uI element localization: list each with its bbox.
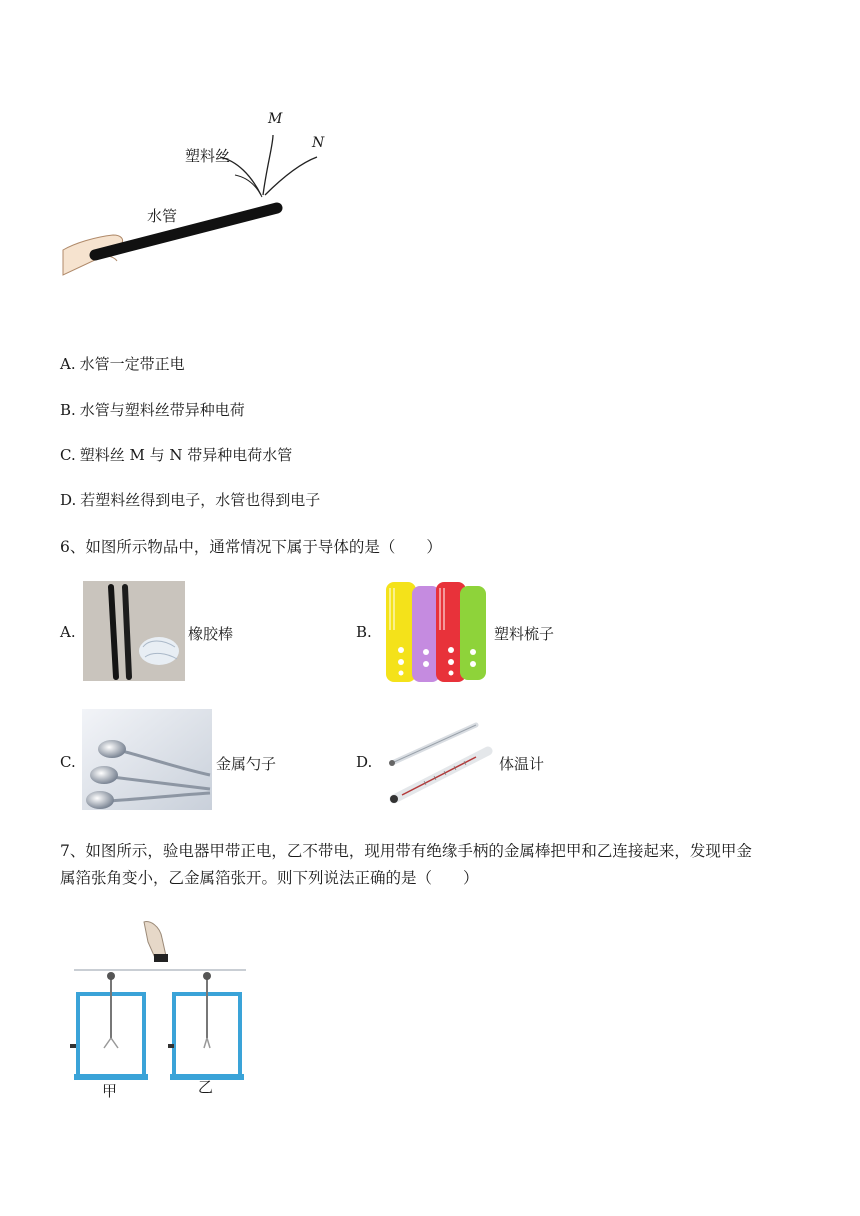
plastic-comb-image	[378, 580, 490, 686]
q6-option-d-letter: D.	[356, 753, 373, 771]
label-strand-m: M	[268, 111, 283, 127]
q6-stem: 6、如图所示物品中，通常情况下属于导体的是（ ）	[60, 538, 442, 556]
label-yi: 乙	[198, 1078, 214, 1096]
thermometer-image	[384, 719, 496, 811]
q6-option-a-letter: A.	[60, 623, 76, 641]
option-text: 水管一定带正电	[79, 355, 185, 373]
label-jia: 甲	[102, 1082, 118, 1100]
q6-option-b-letter: B.	[356, 623, 372, 641]
option-text: 若塑料丝得到电子，水管也得到电子	[80, 491, 321, 509]
q5-option-a	[60, 353, 185, 374]
q6-option-a-label: 橡胶棒	[188, 625, 234, 643]
rubber-rod-image	[83, 581, 185, 681]
q6-option-d-label: 体温计	[499, 755, 545, 773]
q5-option-c	[60, 444, 292, 465]
figure-pipe-strands	[55, 105, 345, 290]
label-water-pipe: 水管	[147, 207, 178, 225]
option-letter: B.	[60, 401, 76, 419]
option-text: 塑料丝 M 与 N 带异种电荷水管	[79, 446, 293, 464]
metal-spoon-image	[82, 709, 212, 810]
q7-stem-line1: 7、如图所示，验电器甲带正电，乙不带电，现用带有绝缘手柄的金属棒把甲和乙连接起来，发现甲金	[60, 842, 752, 860]
q6-option-c-letter: C.	[60, 753, 76, 771]
electroscope-figure	[70, 920, 250, 1105]
label-plastic-strands: 塑料丝	[185, 147, 231, 165]
pipe-strands-illustration	[55, 105, 345, 290]
option-letter: D.	[60, 491, 77, 509]
option-text: 水管与塑料丝带异种电荷	[79, 401, 245, 419]
q5-option-d	[60, 489, 320, 510]
q5-option-b	[60, 399, 245, 420]
q6-option-b-label: 塑料梳子	[494, 625, 555, 643]
q6-option-c-label: 金属勺子	[216, 755, 277, 773]
label-strand-n: N	[312, 135, 325, 151]
option-letter: C.	[60, 446, 76, 464]
q7-stem-line2: 属箔张角变小，乙金属箔张开。则下列说法正确的是（ ）	[60, 869, 479, 887]
option-letter: A.	[60, 355, 76, 373]
